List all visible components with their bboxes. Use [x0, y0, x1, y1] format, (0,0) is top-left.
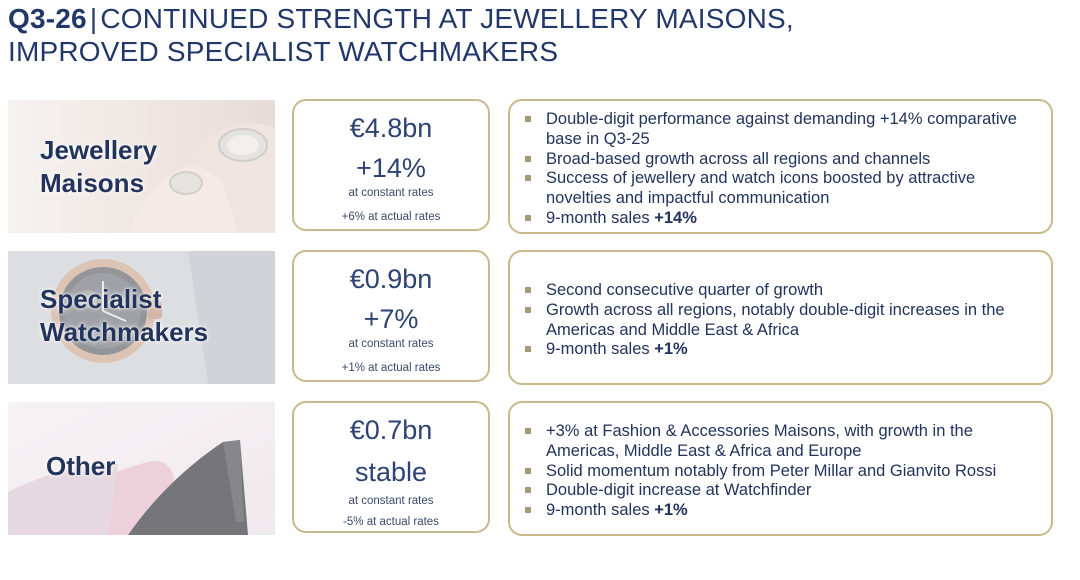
jewellery-image — [8, 100, 275, 233]
actual-rates-label: +6% at actual rates — [341, 211, 441, 223]
title-line-2: IMPROVED SPECIALIST WATCHMAKERS — [8, 36, 559, 67]
sales-value: €4.8bn — [349, 113, 433, 143]
constant-rates-label: at constant rates — [348, 187, 434, 199]
bullet-square-icon — [525, 468, 531, 474]
constant-rates-label: at constant rates — [348, 338, 434, 350]
shoes-image — [8, 402, 275, 535]
segment-label-line: Maisons — [40, 168, 145, 198]
bullet-text: Broad-based growth across all regions and channels — [546, 149, 931, 168]
segment-label-jewellery — [40, 134, 157, 200]
segment-row-other — [0, 401, 1080, 537]
bullet-square-icon — [525, 116, 531, 122]
nine-month-label: 9-month sales — [546, 208, 650, 227]
bullet-square-icon — [525, 346, 531, 352]
bullet-text: Solid momentum notably from Peter Millar and Gianvito Rossi — [546, 461, 997, 480]
segment-label-line: Specialist — [40, 284, 162, 314]
bullet-square-icon — [525, 215, 531, 221]
list-item — [522, 301, 1043, 341]
stat-box-jewellery — [292, 99, 490, 231]
title-separator: | — [89, 3, 98, 34]
segment-label-line: Other — [46, 451, 116, 481]
nine-month-label: 9-month sales — [546, 340, 650, 359]
stat-box-other — [292, 401, 490, 533]
segment-label-watchmakers — [40, 283, 208, 349]
title-text-1: CONTINUED STRENGTH AT JEWELLERY MAISONS, — [100, 3, 794, 34]
nine-month-value: +1% — [654, 340, 688, 359]
list-item — [522, 209, 1043, 229]
actual-rates-label: +1% at actual rates — [341, 362, 441, 374]
segment-row-watchmakers — [0, 250, 1080, 386]
segment-label-line: Jewellery — [40, 135, 158, 165]
bullet-box-other — [508, 401, 1053, 536]
bullet-text: Growth across all regions, notably double-digit increases in the Americas and Middle East & Africa — [546, 300, 1005, 339]
bullet-square-icon — [525, 307, 531, 313]
list-item — [522, 281, 1043, 301]
sales-value: €0.9bn — [349, 264, 433, 294]
list-item — [522, 169, 1043, 209]
bullet-square-icon — [525, 428, 531, 434]
constant-rates-label: at constant rates — [348, 495, 434, 507]
segment-label-line: Watchmakers — [40, 317, 209, 347]
bullet-text: Double-digit increase at Watchfinder — [546, 481, 812, 500]
bullet-square-icon — [525, 156, 531, 162]
list-item — [522, 501, 1043, 521]
list-item — [522, 481, 1043, 501]
list-item — [522, 422, 1043, 462]
bullet-square-icon — [525, 507, 531, 513]
bullet-box-watchmakers — [508, 250, 1053, 385]
watch-image — [8, 251, 275, 384]
list-item — [522, 340, 1043, 360]
nine-month-value: +1% — [654, 501, 688, 520]
quarter-label: Q3-26 — [8, 3, 87, 34]
bullet-square-icon — [525, 487, 531, 493]
growth-value: +7% — [363, 304, 419, 334]
sales-value: €0.7bn — [349, 415, 433, 445]
bullet-square-icon — [525, 287, 531, 293]
segment-label-other — [46, 450, 115, 483]
stat-box-watchmakers — [292, 250, 490, 382]
growth-value: stable — [354, 457, 428, 487]
bullet-square-icon — [525, 175, 531, 181]
bullet-text: Success of jewellery and watch icons boosted by attractive novelties and impactful communication — [546, 169, 976, 208]
growth-value: +14% — [356, 153, 426, 183]
nine-month-value: +14% — [654, 208, 697, 227]
page-title — [8, 2, 794, 68]
title-line-1 — [8, 2, 794, 35]
bullet-text: Double-digit performance against demanding +14% comparative base in Q3-25 — [546, 110, 1017, 148]
bullet-box-jewellery — [508, 99, 1053, 234]
segment-row-jewellery — [0, 99, 1080, 235]
actual-rates-label: -5% at actual rates — [343, 516, 439, 528]
list-item — [522, 150, 1043, 170]
list-item — [522, 110, 1043, 150]
nine-month-label: 9-month sales — [546, 501, 650, 520]
bullet-text: Second consecutive quarter of growth — [546, 281, 823, 299]
list-item — [522, 462, 1043, 482]
bullet-text: +3% at Fashion & Accessories Maisons, with growth in the Americas, Middle East & Africa and Europe — [546, 422, 973, 460]
